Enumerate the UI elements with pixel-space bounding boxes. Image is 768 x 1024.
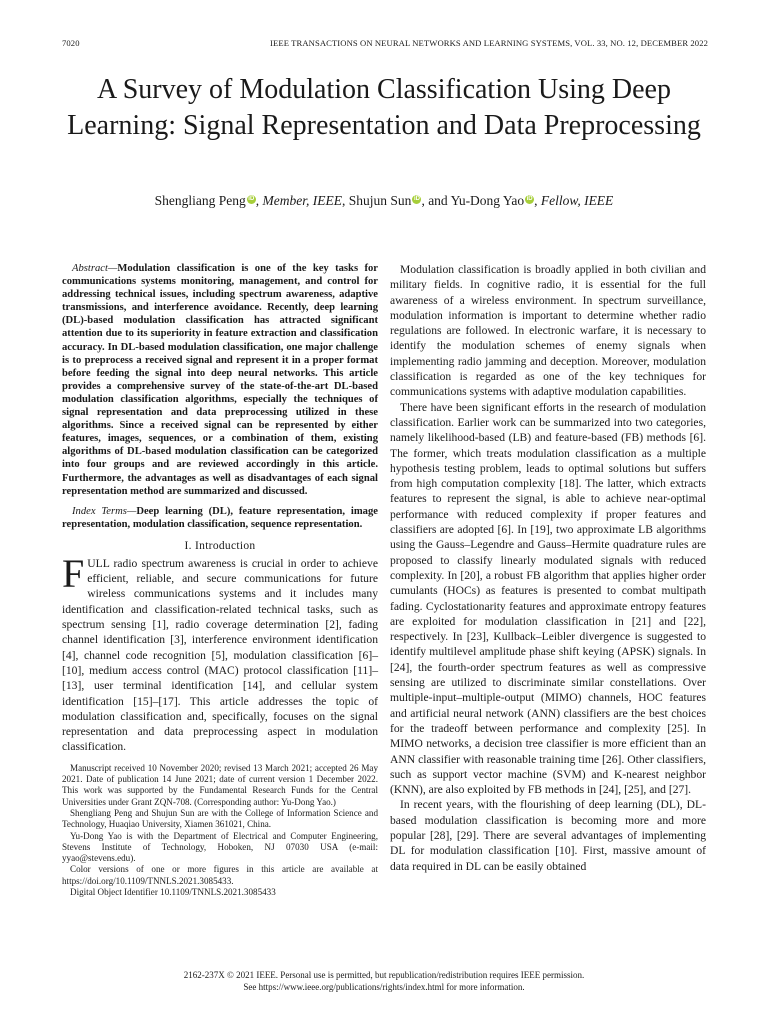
intro-text: ULL radio spectrum awareness is crucial in order to achieve efficient, reliable, and secure communications for future wireless communications systems and it includes many identification and classification-related technical tasks, such as spectrum sensing [1], radio coverage determination [2], fading channel identification [3], interference environment identification [4], channel code recognition [5], modulation classification [6]–[10], medium access control (MAC) protocol classification [11]–[13], user terminal identification [14], and cellular system identification [15]–[17]. This article addresses the topic of modulation classification and, specifically, focuses on the signal representation and data preprocessing aspect in modulation classification. — [62, 556, 378, 754]
footnote-affiliation-2: Yu-Dong Yao is with the Department of Electrical and Computer Engineering, Stevens Institute of Technology, Hoboken, NJ 07030 USA (e-mail: yyao@stevens.edu). — [62, 830, 378, 864]
abstract-text: Modulation classification is one of the key tasks for communications systems monitoring, management, and control for addressing technical issues, including spectrum awareness, adaptive transmissions, and interference avoidance. Recently, deep learning (DL)-based modulation classification has attracted significant attention due to its superiority in feature extraction and classification accuracy. In DL-based modulation classification, one major challenge is to preprocess a received signal and represent it in a proper format before feeding the signal into deep neural networks. This article provides a comprehensive survey of the state-of-the-art DL-based modulation classification algorithms, especially the techniques of signal representation and data preprocessing utilized in these algorithms. Since a received signal can be represented by either features, images, sequences, or a combination of them, existing algorithms of DL-based modulation classification can be categorized into four groups and are reviewed accordingly in this article. Furthermore, the advantages as well as disadvantages of each signal representation method are summarized and discussed. — [62, 263, 378, 497]
abstract — [62, 262, 378, 498]
author-name: Yu-Dong Yao — [450, 193, 525, 208]
orcid-icon[interactable]: iD — [413, 196, 420, 202]
index-terms-label: Index Terms— — [72, 505, 137, 517]
author-role: Fellow, IEEE — [540, 193, 614, 208]
right-column — [390, 262, 706, 874]
body-paragraph: In recent years, with the flourishing of deep learning (DL), DL-based modulation classification is becoming more and more popular [28], [29]. There are several advantages of implementing DL for modulation classification [10]. First, massive amount of data required in DL can be easily obtained — [390, 798, 706, 873]
footnote-affiliation-1: Shengliang Peng and Shujun Sun are with the College of Information Science and Technology, Huaqiao University, Xiamen 361021, China. — [62, 807, 378, 830]
orcid-icon[interactable]: iD — [248, 196, 255, 202]
footnote-manuscript: Manuscript received 10 November 2020; revised 13 March 2021; accepted 26 May 2021. Date of publication 14 June 2021; date of current version 1 December 2022. This work was supported by the Fundamental Research Funds for the Central Universities under Grant ZQN-708. (Corresponding author: Yu-Dong Yao.) — [62, 762, 378, 807]
drop-cap: F — [62, 550, 85, 596]
intro-paragraph — [62, 550, 378, 755]
author-name: Shujun Sun — [348, 193, 412, 208]
running-header — [62, 38, 708, 50]
paper-title: A Survey of Modulation Classification Using Deep Learning: Signal Representation and Data Preprocessing — [67, 74, 701, 141]
index-terms — [62, 505, 378, 531]
rights-link-line: See https://www.ieee.org/publications/rights/index.html for more information. — [243, 981, 525, 992]
footnotes — [62, 763, 378, 899]
footnote-doi: Digital Object Identifier 10.1109/TNNLS.2021.3085433 — [70, 887, 276, 897]
body-paragraph: There have been significant efforts in the research of modulation classification. Earlier work can be summarized into two categories, namely likelihood-based (LB) and feature-based (FB) methods [6]. The former, which treats modulation classification as a multiple hypothesis testing problem, leads to optimal solutions but suffers from high computation complexity [18]. The latter, which extracts features to represent the signal, is able to achieve near-optimal performance with reduced complexity if proper features and classifiers are adopted [6]. In [19], two approximate LB algorithms using the Gauss–Legendre and Gauss–Hermite quadrature rules are proposed to classify linearly modulated signals with reduced complexity. In [20], a robust FB algorithm that applies higher order cumulants (HOCs) as features is presented to combat multipath fading. Cyclostationarity features and approximate entropy features are exploited for modulation classification in [21] and [22], respectively. In [23], Kullback–Leibler divergence is suggested to identify multilevel amplitude phase shift keying (APSK) signals. In [24], the fourth-order spectrum features as well as compressive sensing are utilized to discriminate similar constellations. Over multiple-input–multiple-output (MIMO) channels, HOC features and artificial neural network (ANN) classifiers are the best choices for the tradeoff between performance and complexity [25]. In MIMO networks, a decision tree classifier is more efficient than an ANN classifier with reasonable training time [26]. Other classifiers, such as support vector machine (SVM) and K-nearest neighbor (KNN), are also exploited by FB methods in [24], [25], and [27]. — [390, 400, 706, 797]
copyright-footer — [40, 970, 728, 993]
orcid-icon[interactable]: iD — [526, 196, 533, 202]
index-terms-text: Deep learning (DL), feature representation, image representation, modulation classification, sequence representation. — [62, 505, 378, 530]
author-role: Member, IEEE — [262, 193, 343, 208]
author-line: Shengliang Peng iD , Member, IEEE, Shujun Sun iD , and Yu-Dong Yao iD , Fellow, IEEE — [154, 193, 614, 208]
footnote-color-versions: Color versions of one or more figures in this article are available at https://doi.org/10.1109/TNNLS.2021.3085433. — [62, 864, 378, 886]
section-heading: I. Introduction — [184, 539, 256, 552]
left-column — [62, 262, 378, 898]
abstract-label: Abstract— — [72, 263, 118, 274]
body-paragraph: Modulation classification is broadly applied in both civilian and military fields. In cognitive radio, it is essential for the full awareness of a wireless environment. In spectrum surveillance, modulation information is important to determine whether radio regulations are followed. In electronic warfare, it is necessary to identify the modulation schemes of enemy signals when implementing radio jamming and deception. Moreover, modulation classification is regarded as one of the key techniques for communications systems with adaptive modulation capabilities. — [390, 263, 706, 399]
copyright-line: 2162-237X © 2021 IEEE. Personal use is permitted, but republication/redistribution requires IEEE permission. — [183, 970, 585, 980]
author-name: Shengliang Peng — [154, 193, 246, 208]
journal-header: IEEE TRANSACTIONS ON NEURAL NETWORKS AND LEARNING SYSTEMS, VOL. 33, NO. 12, DECEMBER 2022 — [270, 38, 708, 48]
page-number: 7020 — [62, 38, 80, 48]
